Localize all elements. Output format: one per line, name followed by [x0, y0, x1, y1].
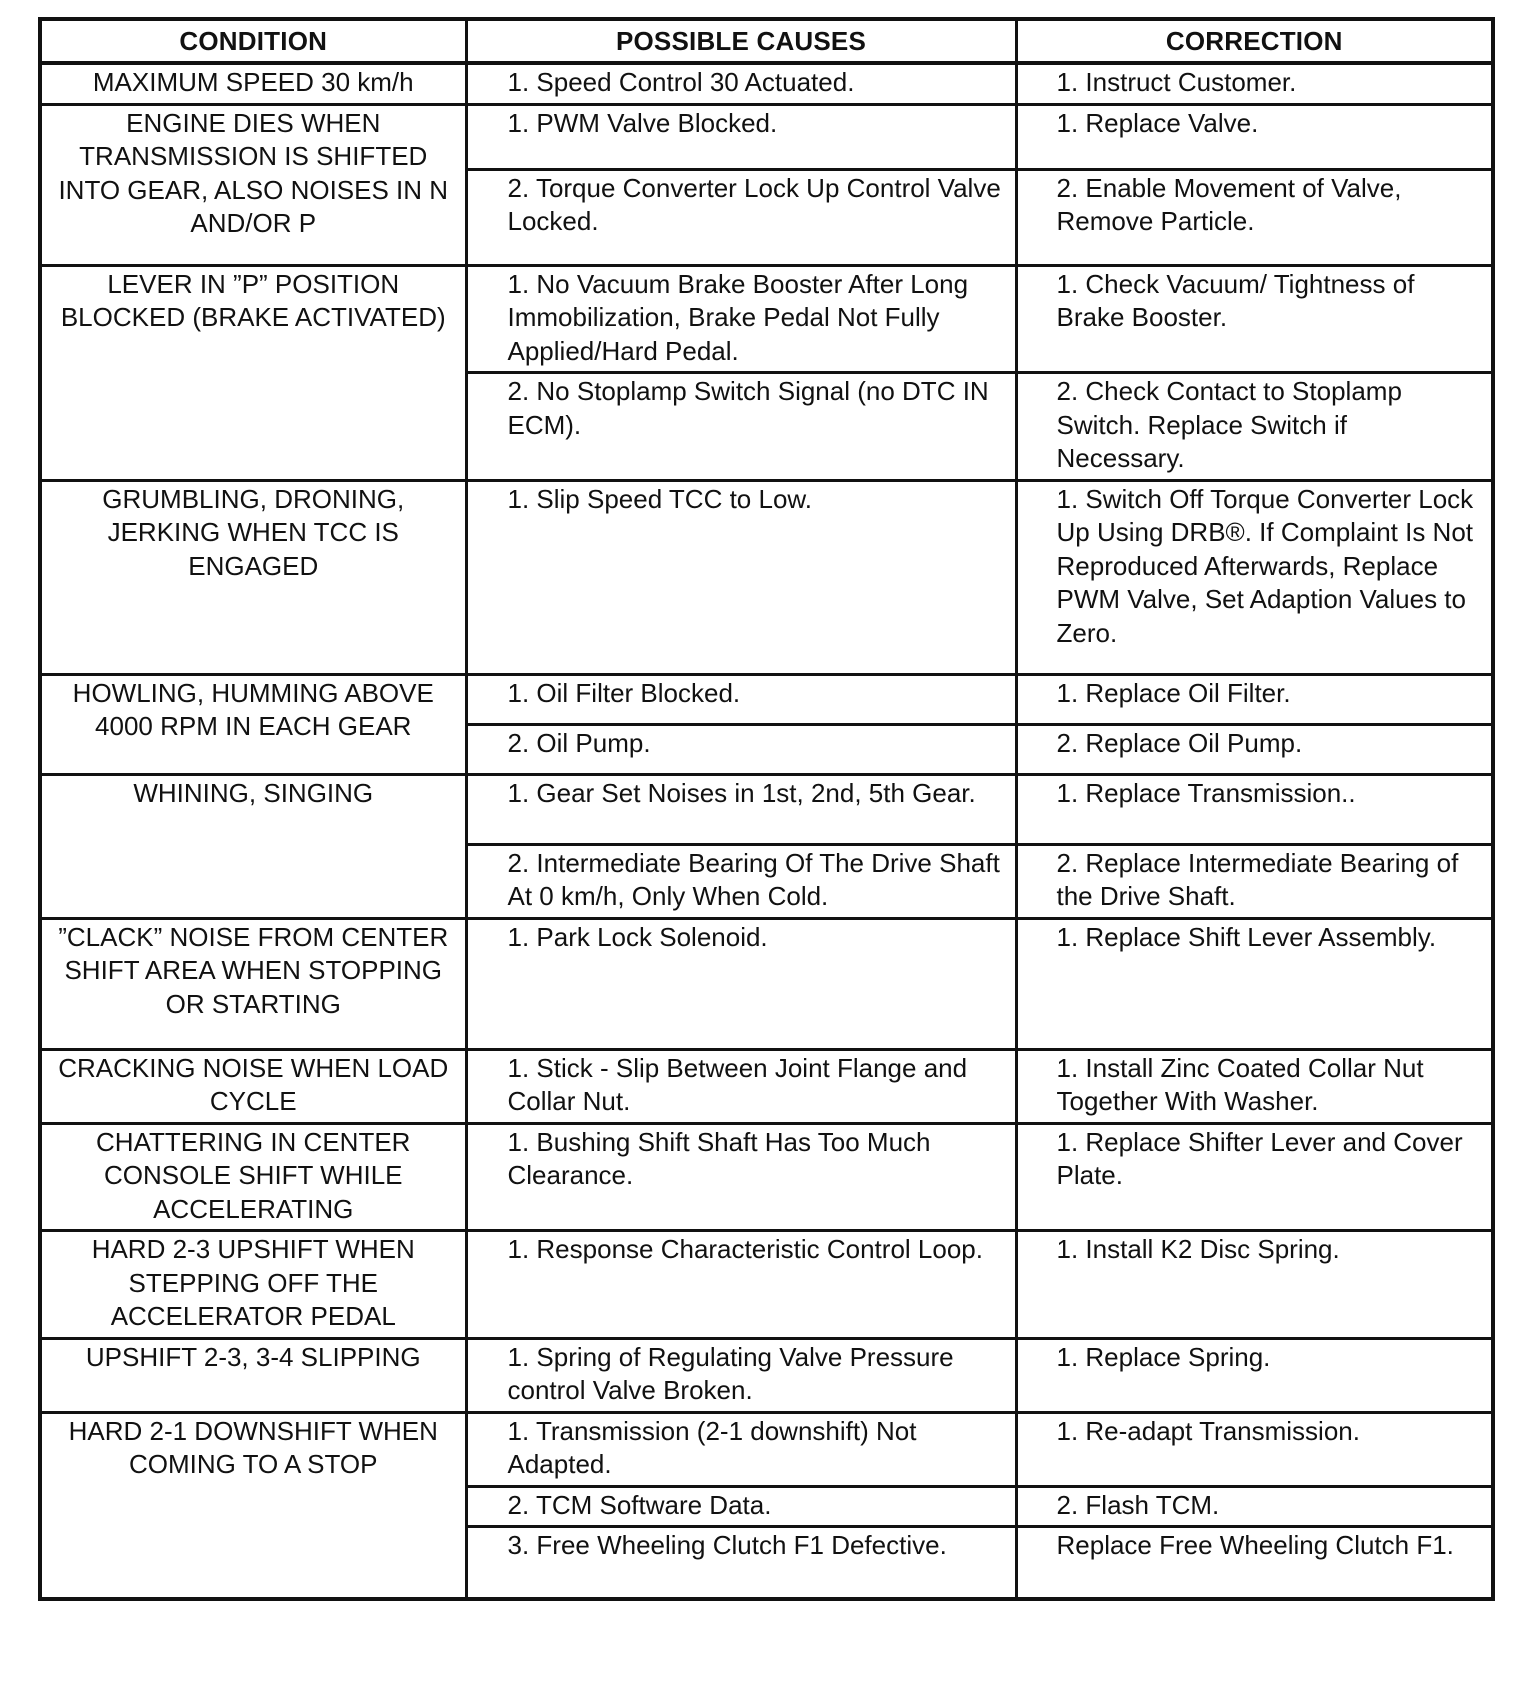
possible-cause-cell: 1. Park Lock Solenoid.: [466, 918, 1016, 1049]
possible-cause-cell: 1. Spring of Regulating Valve Pressure control Valve Broken.: [466, 1338, 1016, 1412]
table-row: [40, 63, 1493, 104]
correction-cell: 1. Re-adapt Transmission.: [1016, 1412, 1493, 1486]
possible-cause-cell: 2. Intermediate Bearing Of The Drive Shaft At 0 km/h, Only When Cold.: [466, 844, 1016, 918]
possible-cause-cell: 1. Bushing Shift Shaft Has Too Much Clearance.: [466, 1123, 1016, 1231]
possible-cause-cell: 2. Torque Converter Lock Up Control Valve Locked.: [466, 169, 1016, 265]
possible-cause-cell: 3. Free Wheeling Clutch F1 Defective.: [466, 1527, 1016, 1599]
condition-cell: MAXIMUM SPEED 30 km/h: [40, 63, 466, 104]
table-row: [40, 1049, 1493, 1123]
header-correction: CORRECTION: [1016, 19, 1493, 63]
condition-cell: HOWLING, HUMMING ABOVE 4000 RPM IN EACH GEAR: [40, 674, 466, 774]
table-row: [40, 1412, 1493, 1486]
condition-cell: ENGINE DIES WHEN TRANSMISSION IS SHIFTED INTO GEAR, ALSO NOISES IN N AND/OR P: [40, 104, 466, 265]
condition-cell: UPSHIFT 2-3, 3-4 SLIPPING: [40, 1338, 466, 1412]
table-row: [40, 265, 1493, 373]
correction-cell: 1. Replace Transmission..: [1016, 774, 1493, 844]
correction-cell: 1. Instruct Customer.: [1016, 63, 1493, 104]
correction-cell: 2. Enable Movement of Valve, Remove Particle.: [1016, 169, 1493, 265]
possible-cause-cell: 2. TCM Software Data.: [466, 1486, 1016, 1527]
condition-cell: WHINING, SINGING: [40, 774, 466, 918]
correction-cell: 1. Check Vacuum/ Tightness of Brake Booster.: [1016, 265, 1493, 373]
header-row: [40, 19, 1493, 63]
correction-cell: 1. Install Zinc Coated Collar Nut Together With Washer.: [1016, 1049, 1493, 1123]
correction-cell: 2. Replace Oil Pump.: [1016, 724, 1493, 774]
possible-cause-cell: 1. Stick - Slip Between Joint Flange and Collar Nut.: [466, 1049, 1016, 1123]
possible-cause-cell: 1. Oil Filter Blocked.: [466, 674, 1016, 724]
possible-cause-cell: 1. Gear Set Noises in 1st, 2nd, 5th Gear.: [466, 774, 1016, 844]
condition-cell: HARD 2-3 UPSHIFT WHEN STEPPING OFF THE ACCELERATOR PEDAL: [40, 1231, 466, 1339]
diagnosis-body: [40, 63, 1493, 1599]
correction-cell: 1. Install K2 Disc Spring.: [1016, 1231, 1493, 1339]
possible-cause-cell: 2. Oil Pump.: [466, 724, 1016, 774]
table-row: [40, 104, 1493, 169]
table-row: [40, 774, 1493, 844]
possible-cause-cell: 2. No Stoplamp Switch Signal (no DTC IN ECM).: [466, 373, 1016, 481]
correction-cell: Replace Free Wheeling Clutch F1.: [1016, 1527, 1493, 1599]
correction-cell: 1. Replace Oil Filter.: [1016, 674, 1493, 724]
correction-cell: 2. Flash TCM.: [1016, 1486, 1493, 1527]
correction-cell: 1. Replace Valve.: [1016, 104, 1493, 169]
diagnosis-table: [38, 17, 1495, 1601]
header-condition: CONDITION: [40, 19, 466, 63]
possible-cause-cell: 1. Response Characteristic Control Loop.: [466, 1231, 1016, 1339]
header-possible-causes: POSSIBLE CAUSES: [466, 19, 1016, 63]
table-row: [40, 918, 1493, 1049]
table-row: [40, 674, 1493, 724]
possible-cause-cell: 1. Slip Speed TCC to Low.: [466, 480, 1016, 674]
correction-cell: 1. Replace Spring.: [1016, 1338, 1493, 1412]
possible-cause-cell: 1. Transmission (2-1 downshift) Not Adapted.: [466, 1412, 1016, 1486]
condition-cell: GRUMBLING, DRONING, JERKING WHEN TCC IS ENGAGED: [40, 480, 466, 674]
table-row: [40, 1338, 1493, 1412]
correction-cell: 1. Replace Shifter Lever and Cover Plate.: [1016, 1123, 1493, 1231]
correction-cell: 2. Replace Intermediate Bearing of the Drive Shaft.: [1016, 844, 1493, 918]
correction-cell: 1. Replace Shift Lever Assembly.: [1016, 918, 1493, 1049]
possible-cause-cell: 1. No Vacuum Brake Booster After Long Immobilization, Brake Pedal Not Fully Applied/Hard Pedal.: [466, 265, 1016, 373]
table-row: [40, 1123, 1493, 1231]
condition-cell: ”CLACK” NOISE FROM CENTER SHIFT AREA WHEN STOPPING OR STARTING: [40, 918, 466, 1049]
possible-cause-cell: 1. PWM Valve Blocked.: [466, 104, 1016, 169]
condition-cell: CHATTERING IN CENTER CONSOLE SHIFT WHILE ACCELERATING: [40, 1123, 466, 1231]
condition-cell: CRACKING NOISE WHEN LOAD CYCLE: [40, 1049, 466, 1123]
correction-cell: 2. Check Contact to Stoplamp Switch. Replace Switch if Necessary.: [1016, 373, 1493, 481]
condition-cell: HARD 2-1 DOWNSHIFT WHEN COMING TO A STOP: [40, 1412, 466, 1599]
table-row: [40, 480, 1493, 674]
correction-cell: 1. Switch Off Torque Converter Lock Up Using DRB®. If Complaint Is Not Reproduced Afterwards, Replace PWM Valve, Set Adaption Values to Zero.: [1016, 480, 1493, 674]
condition-cell: LEVER IN ”P” POSITION BLOCKED (BRAKE ACTIVATED): [40, 265, 466, 480]
possible-cause-cell: 1. Speed Control 30 Actuated.: [466, 63, 1016, 104]
table-row: [40, 1231, 1493, 1339]
